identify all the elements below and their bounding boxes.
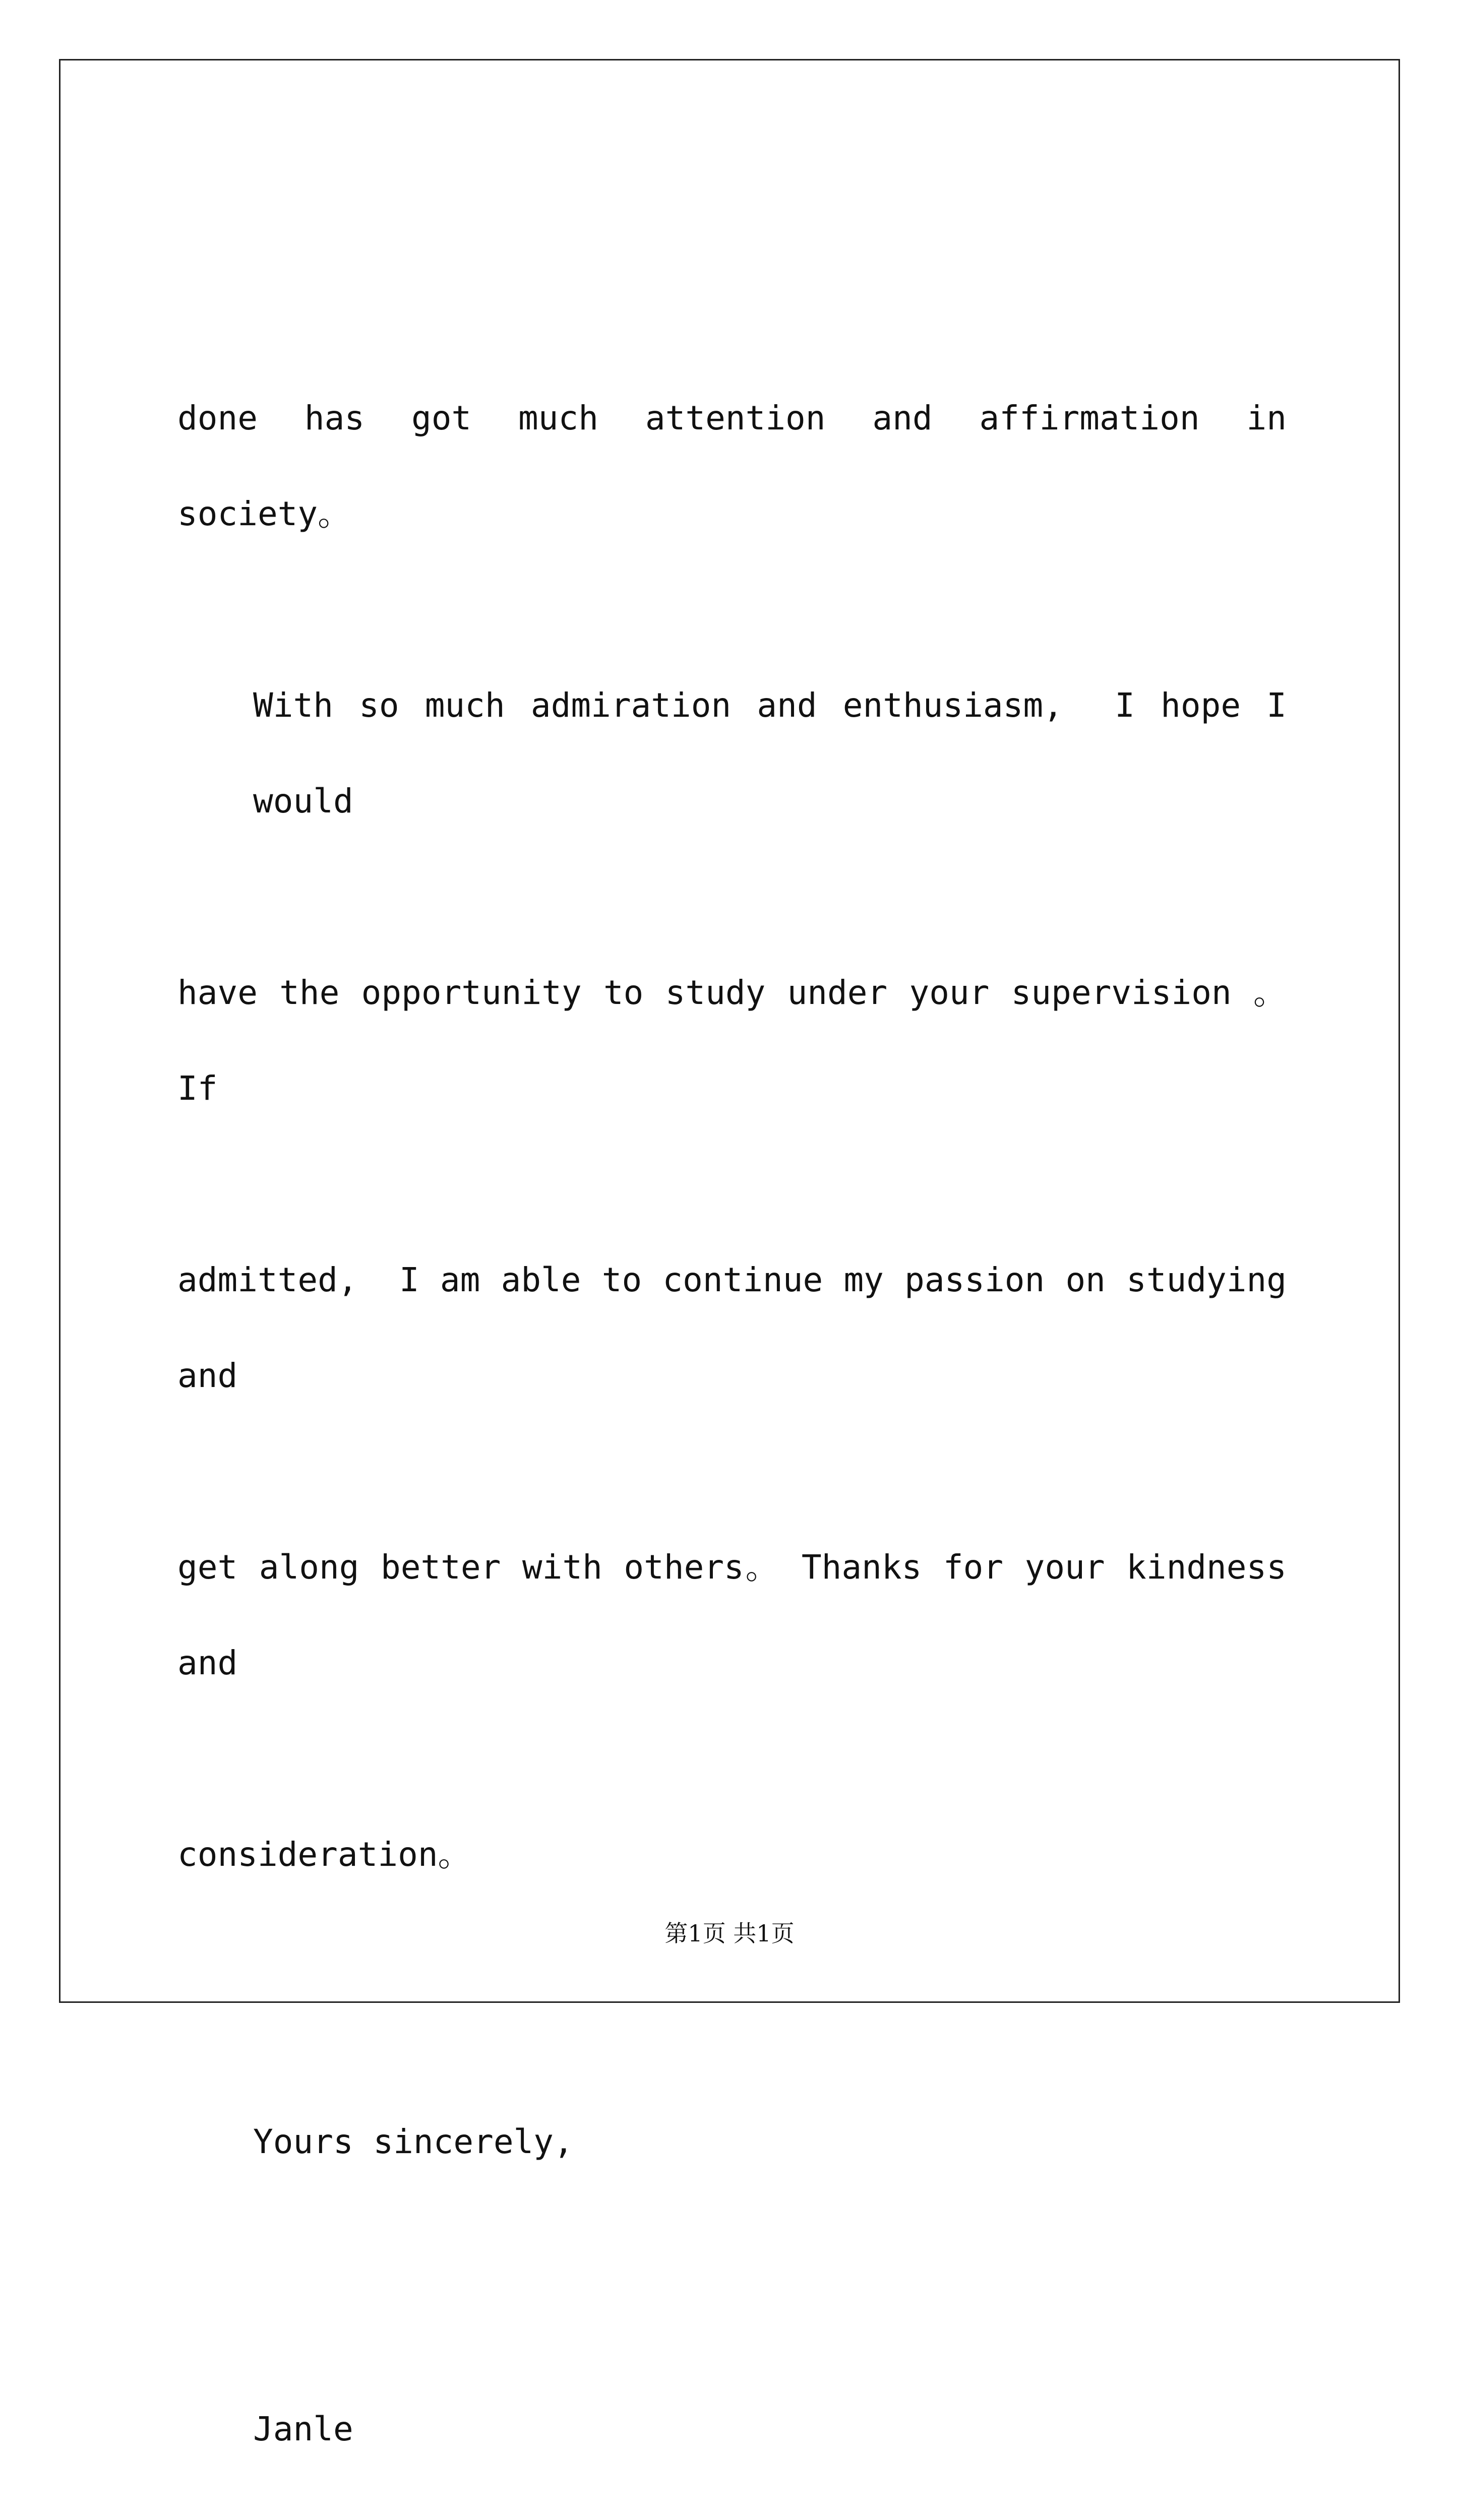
document-body [177,179,1307,2520]
page-footer [0,1915,1459,1948]
text-line: admitted, I am able to continue my passion on studying and [177,1261,1307,1395]
signature-line: Janle [253,2410,353,2448]
closing-line: Yours sincerely, [253,2122,574,2161]
text-line: done has got much attention and affirmation in society。 [177,399,1307,533]
text-line: With so much admiration and enthusiasm, I hope I would [253,686,1307,821]
page-number: 第1页 共1页 [664,1920,795,1947]
text-line: get along better with others。 Thanks for your kindness and [177,1548,1307,1682]
text-line: have the opportunity to study under your supervision 。 If [177,973,1307,1108]
text-line: consideration。 [177,1835,471,1874]
